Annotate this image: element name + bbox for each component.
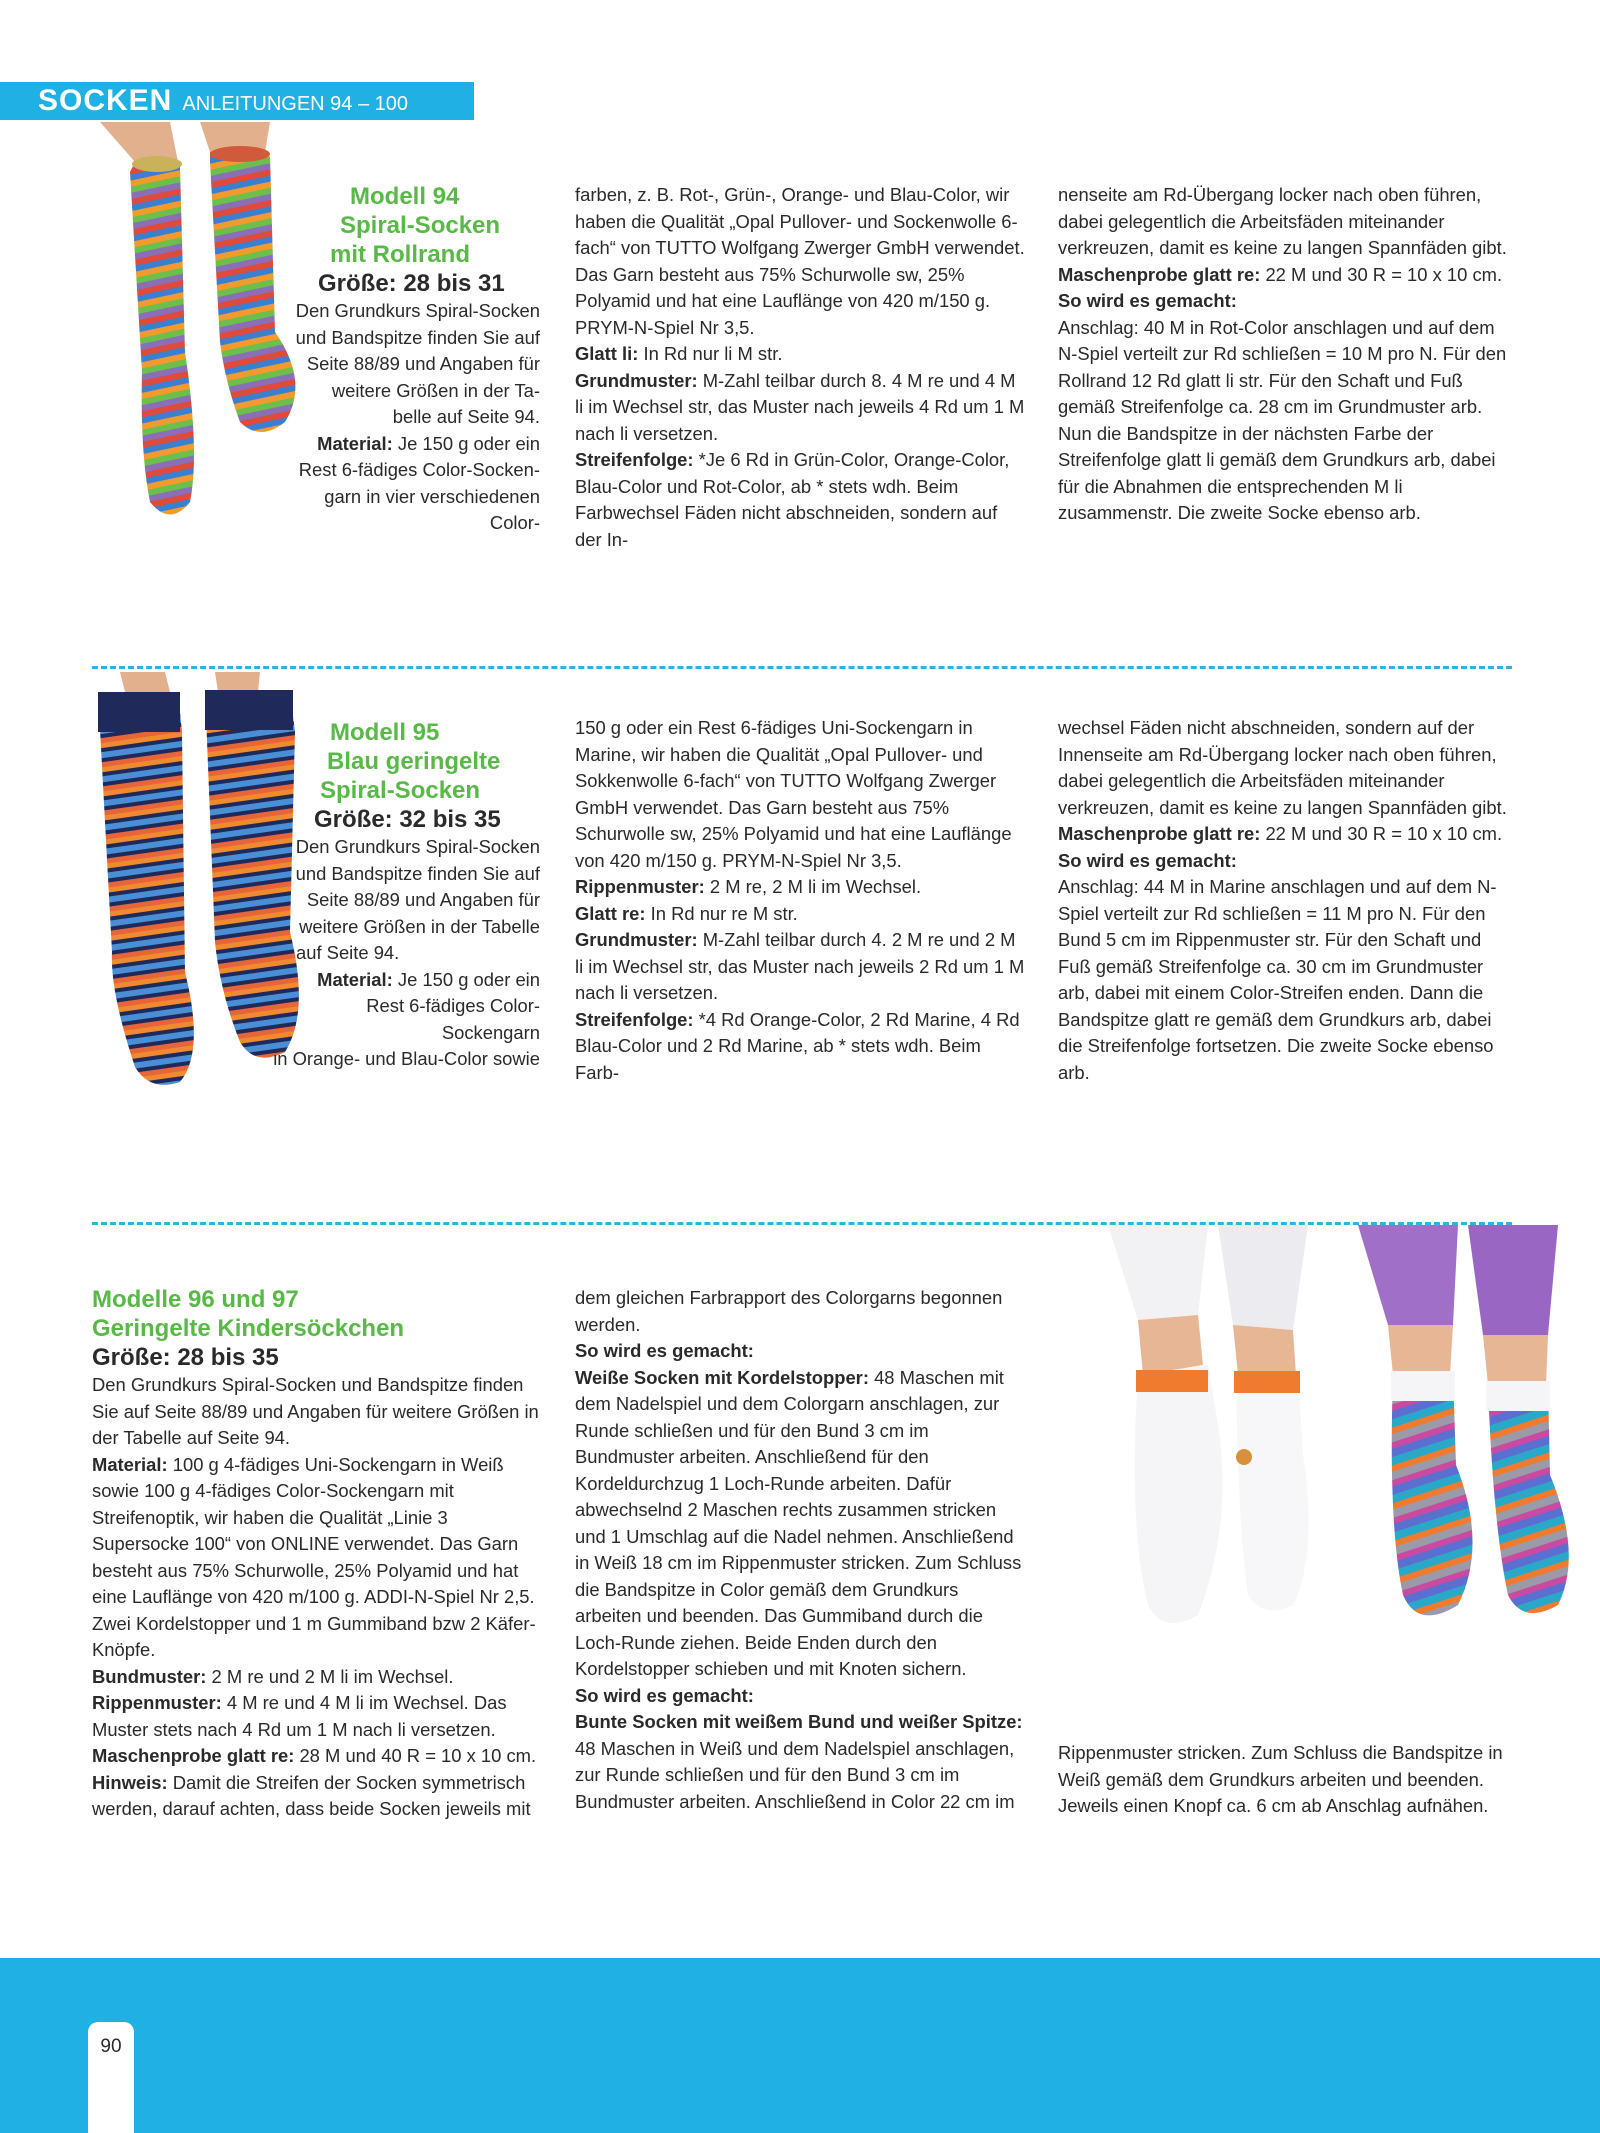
material-label: Material: <box>317 432 393 454</box>
section-subtitle: ANLEITUNGEN 94 – 100 <box>182 93 409 115</box>
intro-line: auf Seite 94. <box>296 942 400 963</box>
model-95-title-line2: Blau geringelte <box>327 748 501 775</box>
streifenfolge-label: Streifenfolge: <box>575 1008 694 1030</box>
streifenfolge-text: *Je 6 Rd in Grün-Color, Orange-Color, Blau-Color und Rot-Color, ab * stets wdh. Beim Farbwechsel Fäden nicht abschneiden, sondern auf der In- <box>575 449 1010 550</box>
intro-line: Den Grundkurs Spiral-Socken <box>295 300 540 321</box>
model-95-title: Modell 95 <box>330 719 440 746</box>
instructions-text: Anschlag: 40 M in Rot-Color anschlagen und auf dem N-Spiel verteilt zur Rd schließen = 10 M pro N. Für den Rollrand 12 Rd glatt li str. Für den Schaft und Fuß gemäß Streifenfolge ca. 28 cm im Grundmuster arb. Nun die Bandspitze in der nächsten Farbe der Streifenfolge glatt li gemäß dem Grundkurs arb, dabei für die Abnahmen die entsprechenden M li zusammenstr. Die zweite Socke ebenso arb. <box>1058 316 1507 523</box>
glatt-label: Glatt re: <box>575 902 646 924</box>
white-socks-label: Weiße Socken mit Kordelstopper: <box>575 1366 869 1388</box>
intro-line: Den Grundkurs Spiral-Socken <box>295 836 540 857</box>
yarn-description: farben, z. B. Rot-, Grün-, Orange- und Blau-Color, wir haben die Qualität „Opal Pullover- und Sockenwolle 6-fach“ von TUTTO Wolfgang Zwerger GmbH verwendet. Das Garn besteht aus 75% Schurwolle sw, 25% Polyamid und hat eine Lauflänge von 420 m/150 g. PRYM-N-Spiel Nr 3,5. <box>575 184 1025 338</box>
rippenmuster-text: 2 M re, 2 M li im Wechsel. <box>704 876 922 897</box>
intro-line: und Bandspitze finden Sie auf <box>295 326 540 348</box>
grundmuster-label: Grundmuster: <box>575 929 698 950</box>
model-95-column-2 <box>575 715 1027 1086</box>
maschenprobe-label: Maschenprobe glatt re: <box>92 1745 295 1766</box>
rippenmuster-label: Rippenmuster: <box>575 876 705 897</box>
hinweis-text: Damit die Streifen der Socken symmetrisch werden, darauf achten, dass beide Socken jeweils mit <box>92 1771 531 1819</box>
how-to-heading-2: So wird es gemacht: <box>575 1684 754 1706</box>
model-96-column-1 <box>92 1285 544 1823</box>
model-96-size: Größe: 28 bis 35 <box>92 1344 279 1371</box>
footer-band <box>0 1958 1600 2133</box>
maschenprobe-label: Maschenprobe glatt re: <box>1058 263 1261 285</box>
streifenfolge-text: *4 Rd Orange-Color, 2 Rd Marine, 4 Rd Blau-Color und 2 Rd Marine, ab * stets wdh. Beim Farb- <box>575 1008 1020 1083</box>
grundmuster-text: M-Zahl teilbar durch 8. 4 M re und 4 M li im Wechsel str, das Muster nach jeweils 4 Rd um 1 M nach li versetzen. <box>575 369 1025 444</box>
model-94-title-line3: mit Rollrand <box>330 241 471 268</box>
grundmuster-text: M-Zahl teilbar durch 4. 2 M re und 2 M li im Wechsel str, das Muster nach jeweils 2 Rd um 1 M nach li versetzen. <box>575 929 1025 1003</box>
model-94-column-3 <box>1058 182 1510 527</box>
material-label: Material: <box>317 968 393 990</box>
intro-line: weitere Größen in der Tabelle <box>299 915 540 937</box>
intro-line: weitere Größen in der Ta- <box>331 379 540 401</box>
section-header <box>0 82 474 120</box>
colored-socks-label: Bunte Socken mit weißem Bund und weißer Spitze: <box>575 1711 1023 1732</box>
model-96-column-3 <box>1058 1740 1510 1820</box>
streifenfolge-label: Streifenfolge: <box>575 449 694 470</box>
photo-model-96-97-kids-socks <box>1058 1225 1600 1650</box>
yarn-description: 150 g oder ein Rest 6-fädiges Uni-Sockengarn in Marine, wir haben die Qualität „Opal Pullover- und Sokkenwolle 6-fach“ von TUTTO Wolfgang Zwerger GmbH verwendet. Das Garn besteht aus 75% Schurwolle sw, 25% Polyamid und hat eine Lauflänge von 420 m/150 g. PRYM-N-Spiel Nr 3,5. <box>575 717 1012 871</box>
continuation-text: Rippenmuster stricken. Zum Schluss die Bandspitze in Weiß gemäß dem Grundkurs arbeiten und beenden. Jeweils einen Knopf ca. 6 cm ab Anschlag aufnähen. <box>1058 1742 1503 1816</box>
model-96-column-2 <box>575 1285 1027 1815</box>
material-line: in Orange- und Blau-Color sowie <box>273 1048 540 1069</box>
page-number: 90 <box>100 2036 122 2057</box>
material-text: Je 150 g oder ein <box>392 432 540 454</box>
bundmuster-text: 2 M re und 2 M li im Wechsel. <box>206 1665 454 1687</box>
hinweis-label: Hinweis: <box>92 1771 168 1793</box>
intro-line: Seite 88/89 und Angaben für <box>306 889 540 910</box>
colored-socks-text: 48 Maschen in Weiß und dem Nadelspiel anschlagen, zur Runde schließen und für den Bund 3 cm im Bundmuster arbeiten. Anschließend in Color 22 cm im <box>575 1737 1015 1812</box>
model-95-title-line3: Spiral-Socken <box>320 777 481 804</box>
rippenmuster-text: 4 M re und 4 M li im Wechsel. Das Muster stets nach 4 Rd um 1 M nach li versetzen. <box>92 1692 507 1740</box>
bundmuster-label: Bundmuster: <box>92 1665 207 1687</box>
model-96-subtitle: Geringelte Kindersöckchen <box>92 1315 405 1342</box>
white-socks-text: 48 Maschen mit dem Nadelspiel und dem Colorgarn anschlagen, zur Runde schließen und für den Bund 3 cm im Bundmuster arbeiten. Anschließend für den Kordeldurchzug 1 Loch-Runde arbeiten. Dafür abwechselnd 2 Maschen rechts zusammen stricken und 1 Umschlag auf die Nadel nehmen. Anschließend in Weiß 18 cm im Rippenmuster stricken. Zum Schluss die Bandspitze in Color gemäß dem Grundkurs arbeiten und beenden. Das Gummiband durch die Loch-Runde ziehen. Beide Enden durch den Kordelstopper schieben und mit Knoten sichern. <box>575 1366 1022 1679</box>
rippenmuster-label: Rippenmuster: <box>92 1692 222 1713</box>
intro-text: Den Grundkurs Spiral-Socken und Bandspitze finden Sie auf Seite 88/89 und Angaben für weitere Größen in der Tabelle auf Seite 94. <box>92 1374 539 1448</box>
how-to-heading: So wird es gemacht: <box>1058 290 1237 311</box>
material-line: garn in vier verschiedenen Color- <box>324 485 540 533</box>
continuation-text: dem gleichen Farbrapport des Colorgarns begonnen werden. <box>575 1287 1003 1335</box>
model-95-column-3 <box>1058 715 1510 1086</box>
material-line: Rest 6-fädiges Color-Socken- <box>298 459 540 480</box>
model-94-title: Modell 94 <box>350 183 460 210</box>
how-to-heading: So wird es gemacht: <box>575 1340 754 1361</box>
intro-line: und Bandspitze finden Sie auf <box>295 862 540 884</box>
continuation-text: nenseite am Rd-Übergang locker nach oben führen, dabei gelegentlich die Arbeitsfäden miteinander verkreuzen, damit es keine zu langen Spannfäden gibt. <box>1058 184 1507 258</box>
model-96-title: Modelle 96 und 97 <box>92 1286 299 1313</box>
maschenprobe-text: 28 M und 40 R = 10 x 10 cm. <box>294 1745 537 1766</box>
grundmuster-label: Grundmuster: <box>575 369 698 391</box>
material-label: Material: <box>92 1453 168 1475</box>
model-94-title-line2: Spiral-Socken <box>340 212 501 239</box>
intro-line: Seite 88/89 und Angaben für <box>306 353 540 374</box>
model-94-size: Größe: 28 bis 31 <box>318 270 505 297</box>
material-text: Je 150 g oder ein <box>392 968 540 990</box>
material-text: 100 g 4-fädiges Uni-Sockengarn in Weiß sowie 100 g 4-fädiges Color-Sockengarn mit Streifenoptik, wir haben die Qualität „Linie 3 Supersocke 100“ von ONLINE verwendet. Das Garn besteht aus 75% Schurwolle, 25% Polyamid und hat eine Lauflänge von 420 m/100 g. ADDI-N-Spiel Nr 2,5. Zwei Kordelstopper und 1 m Gummiband bzw 2 Käfer-Knöpfe. <box>92 1453 536 1660</box>
maschenprobe-text: 22 M und 30 R = 10 x 10 cm. <box>1260 263 1503 285</box>
model-94-column-2 <box>575 182 1027 553</box>
model-94-intro <box>270 182 540 537</box>
continuation-text: wechsel Fäden nicht abschneiden, sondern auf der Innenseite am Rd-Übergang locker nach oben führen, dabei gelegentlich die Arbeitsfäden miteinander verkreuzen, damit es keine zu langen Spannfäden gibt. <box>1058 717 1507 818</box>
glatt-label: Glatt li: <box>575 343 639 364</box>
maschenprobe-text: 22 M und 30 R = 10 x 10 cm. <box>1260 823 1503 844</box>
how-to-heading: So wird es gemacht: <box>1058 849 1237 871</box>
glatt-text: In Rd nur re M str. <box>645 902 798 924</box>
maschenprobe-label: Maschenprobe glatt re: <box>1058 823 1261 844</box>
model-95-size: Größe: 32 bis 35 <box>314 806 501 833</box>
material-line: Rest 6-fädiges Color-Sockengarn <box>366 995 540 1043</box>
intro-line: belle auf Seite 94. <box>392 406 540 427</box>
instructions-text: Anschlag: 44 M in Marine anschlagen und auf dem N-Spiel verteilt zur Rd schließen = 11 M pro N. Für den Bund 5 cm im Rippenmuster str. Für den Schaft und Fuß gemäß Streifenfolge ca. 30 cm im Grundmuster arb, dabei mit einem Color-Streifen enden. Dann die Bandspitze glatt re gemäß dem Grundkurs arb, dabei die Streifenfolge fortsetzen. Die zweite Socke ebenso arb. <box>1058 876 1497 1083</box>
section-divider <box>92 666 1512 669</box>
model-95-intro <box>270 718 540 1073</box>
page-number-tab <box>88 2022 134 2133</box>
glatt-text: In Rd nur li M str. <box>638 343 783 364</box>
section-title: SOCKEN <box>38 84 173 117</box>
